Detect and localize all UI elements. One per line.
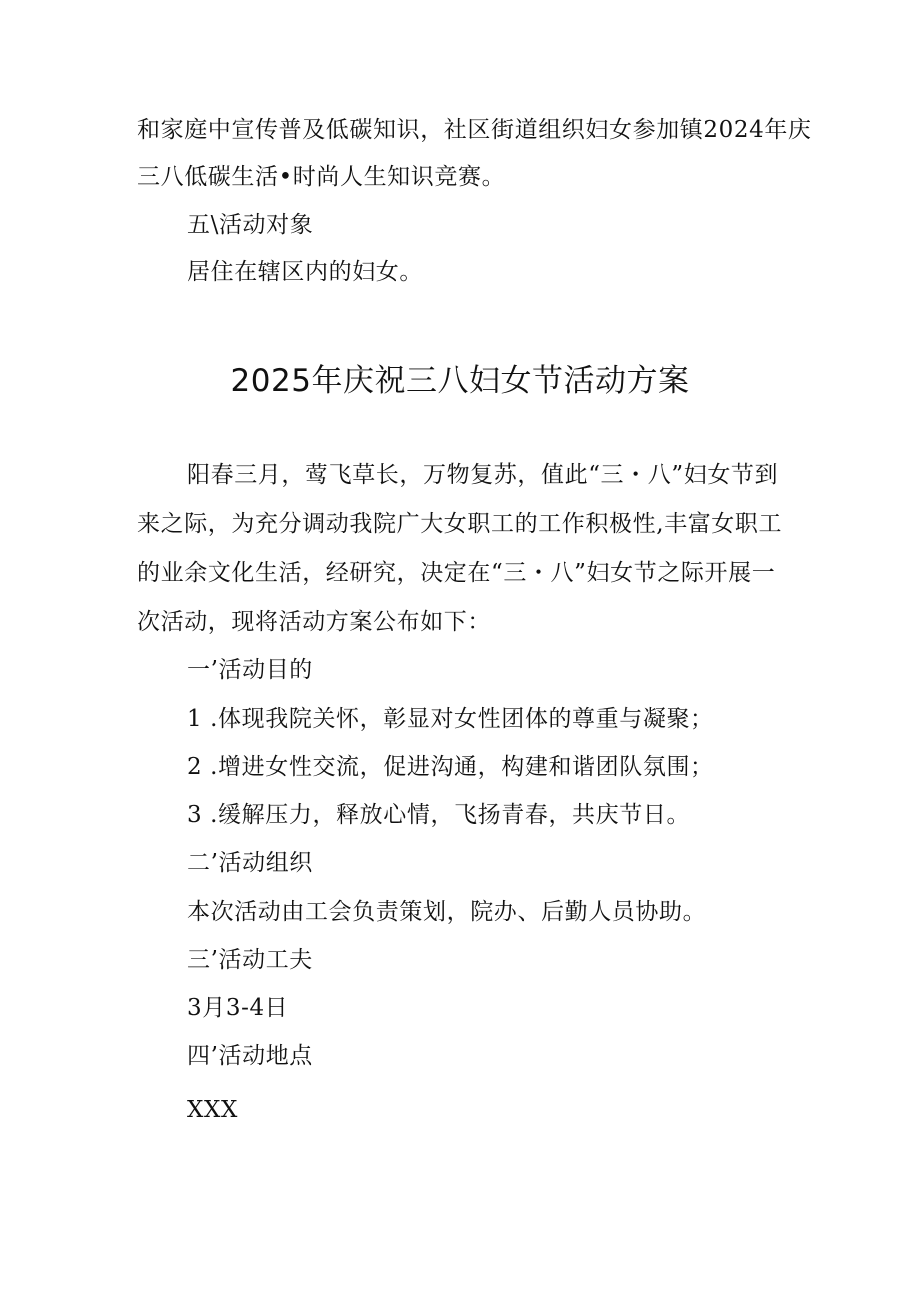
purpose-item-2: 2 .增进女性交流，促进沟通，构建和谐团队氛围； — [187, 754, 714, 780]
purpose-item-1: 1 .体现我院关怀，彰显对女性团体的尊重与凝聚； — [187, 706, 714, 732]
section-heading-time: 三’活动工夫 — [187, 947, 313, 973]
document-title: 2025年庆祝三八妇女节活动方案 — [230, 363, 690, 399]
organization-text: 本次活动由工会负责策划，院办、后勤人员协助。 — [187, 899, 707, 925]
time-text: 3月3-4日 — [187, 995, 289, 1021]
location-text: XXX — [187, 1097, 238, 1123]
intro-line-3: 的业余文化生活，经研究，决定在“三・八”妇女节之际开展一 — [137, 560, 776, 586]
previous-paragraph-line-2: 三八低碳生活•时尚人生知识竞赛。 — [137, 164, 506, 190]
section-heading-purpose: 一’活动目的 — [187, 657, 313, 683]
section-heading-location: 四’活动地点 — [187, 1043, 313, 1069]
purpose-item-3: 3 .缓解压力，释放心情，飞扬青春，共庆节日。 — [187, 802, 691, 828]
intro-line-4: 次活动，现将活动方案公布如下： — [137, 609, 491, 635]
target-audience-text: 居住在辖区内的妇女。 — [187, 259, 423, 285]
previous-paragraph-line-1: 和家庭中宣传普及低碳知识，社区街道组织妇女参加镇2024年庆 — [137, 117, 812, 143]
intro-line-1: 阳春三月，莺飞草长，万物复苏，值此“三・八”妇女节到 — [187, 462, 779, 488]
section-heading-organization: 二’活动组织 — [187, 850, 313, 876]
section-heading-target: 五\活动对象 — [187, 212, 314, 238]
intro-line-2: 来之际，为充分调动我院广大女职工的工作积极性,丰富女职工 — [137, 511, 783, 537]
